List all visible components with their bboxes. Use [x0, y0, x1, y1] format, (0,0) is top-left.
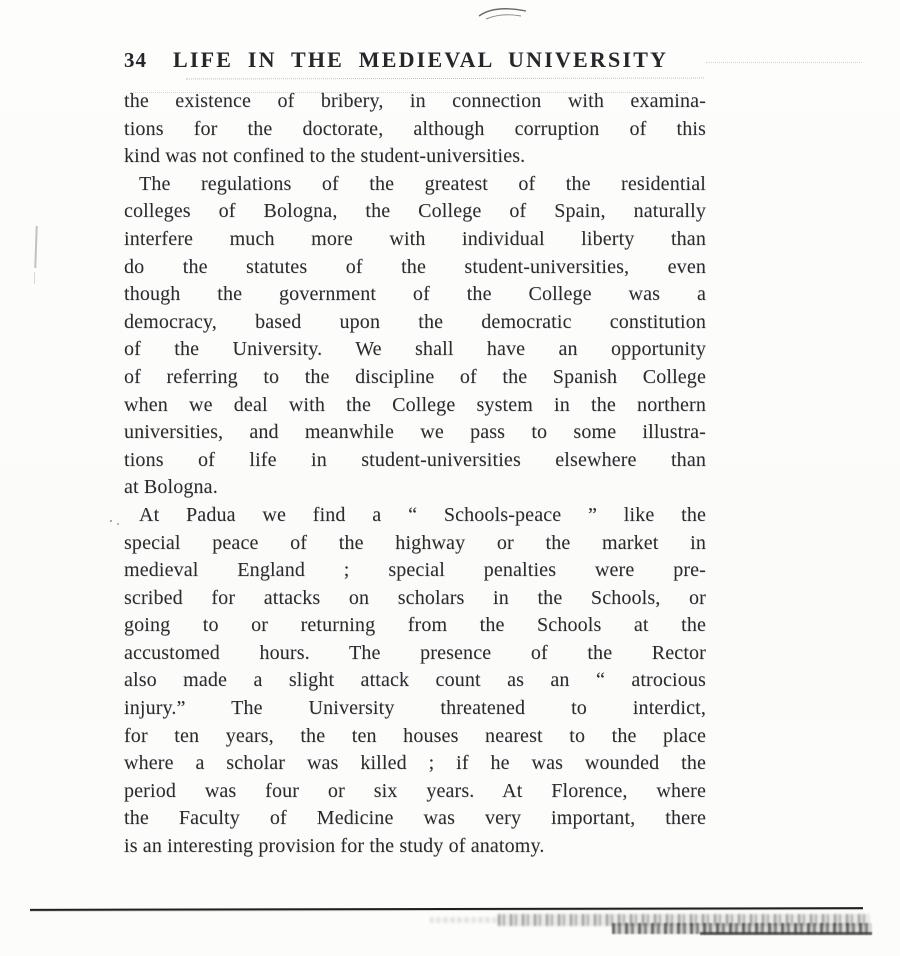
text-line: universities, and meanwhile we pass to some illustra-	[124, 421, 706, 444]
page-header	[124, 47, 706, 73]
text-line: also made a slight attack count as an “ atrocious	[124, 669, 706, 692]
text-line: of the University. We shall have an opportunity	[124, 338, 706, 361]
text-line: colleges of Bologna, the College of Spain, naturally	[124, 200, 706, 223]
paragraph	[124, 502, 706, 861]
scan-margin-mark	[34, 226, 37, 268]
text-line: period was four or six years. At Florence, where	[124, 779, 706, 802]
text-line: going to or returning from the Schools at the	[124, 614, 706, 637]
text-line: democracy, based upon the democratic constitution	[124, 310, 706, 333]
scan-margin-mark	[34, 272, 35, 284]
text-line: medieval England ; special penalties were pre-	[124, 559, 706, 582]
text-line: the existence of bribery, in connection with examina-	[124, 90, 706, 112]
paragraph	[124, 88, 706, 171]
scan-smudge	[612, 923, 872, 934]
text-line: tions for the doctorate, although corruption of this	[124, 117, 706, 140]
scan-margin-dots	[110, 520, 112, 522]
text-line: The regulations of the greatest of the residential	[139, 172, 706, 195]
scan-smudge	[498, 914, 870, 926]
text-line: is an interesting provision for the study of anatomy.	[124, 835, 545, 858]
paragraph	[124, 171, 706, 502]
text-line: tions of life in student-universities elsewhere than	[124, 448, 706, 471]
text-line: the Faculty of Medicine was very important, there	[124, 807, 706, 830]
text-line: for ten years, the ten houses nearest to the place	[124, 724, 706, 747]
text-line: when we deal with the College system in the northern	[124, 393, 706, 416]
scan-smudge	[430, 917, 500, 923]
scan-smudge	[700, 932, 872, 935]
scan-noise-dotted-line	[706, 62, 862, 63]
text-line: where a scholar was killed ; if he was wounded the	[124, 752, 706, 775]
running-title: LIFE IN THE MEDIEVAL UNIVERSITY	[173, 47, 669, 72]
scan-bottom-rule	[30, 907, 863, 911]
text-line: interfere much more with individual liberty than	[124, 227, 706, 250]
text-line: injury.” The University threatened to interdict,	[124, 697, 706, 720]
text-line: accustomed hours. The presence of the Rector	[124, 641, 706, 664]
ink-scribble-mark	[476, 4, 530, 22]
page-number: 34	[124, 48, 147, 72]
text-line: At Padua we find a “ Schools-peace ” like the	[139, 503, 706, 526]
body-text	[124, 88, 706, 861]
text-line: at Bologna.	[124, 476, 218, 499]
text-line: special peace of the highway or the market in	[124, 531, 706, 554]
text-line: kind was not confined to the student-universities.	[124, 145, 526, 168]
text-line: of referring to the discipline of the Spanish College	[124, 365, 706, 388]
text-line: scribed for attacks on scholars in the Schools, or	[124, 586, 706, 609]
text-line: though the government of the College was a	[124, 283, 706, 306]
text-line: do the statutes of the student-universities, even	[124, 255, 706, 278]
scan-noise-dotted-line	[186, 78, 704, 80]
